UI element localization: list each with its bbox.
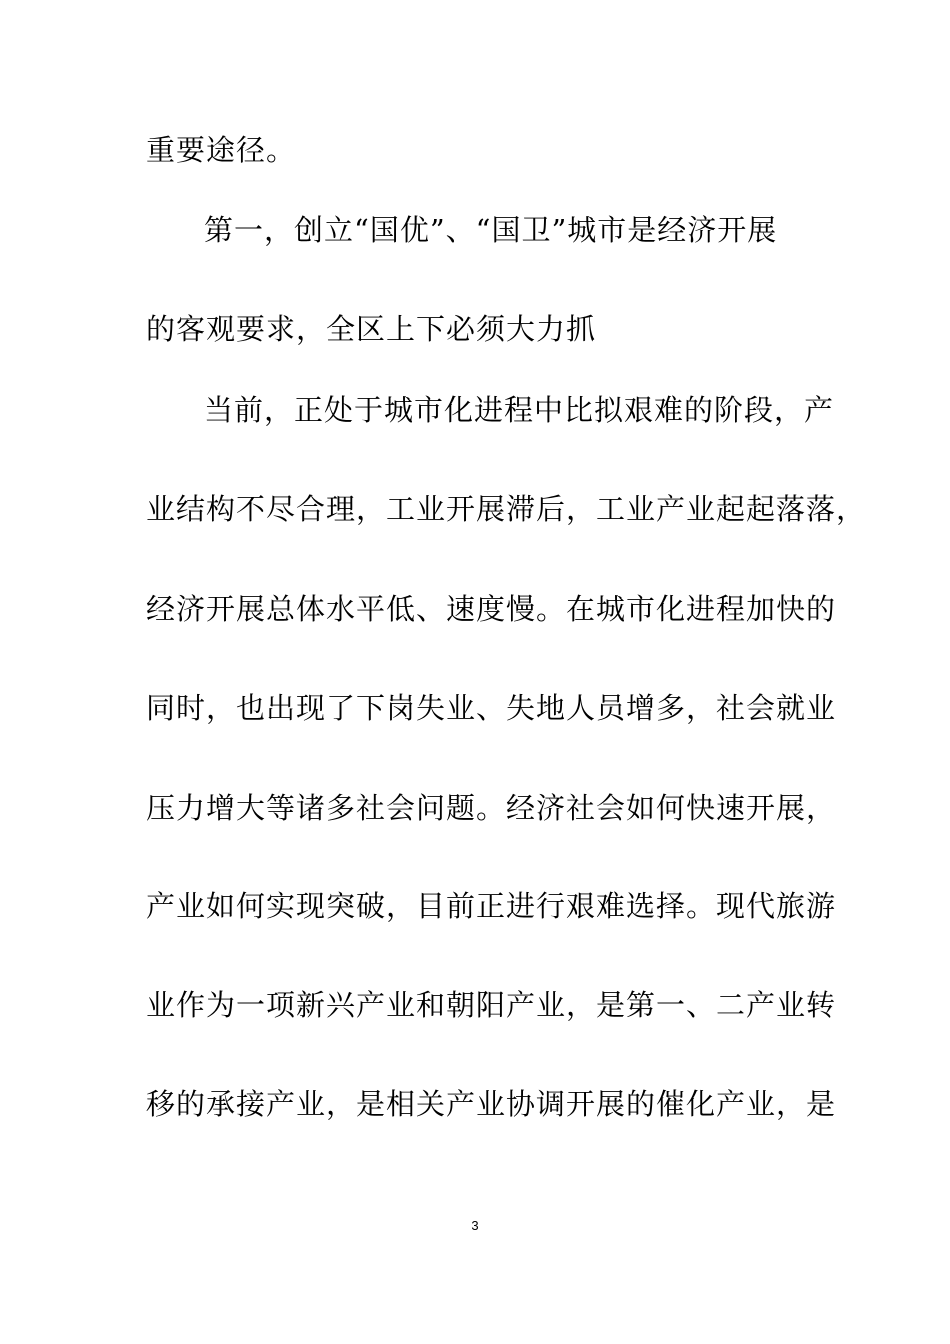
paragraph-line: 业结构不尽合理，工业开展滞后，工业产业起起落落， — [146, 492, 867, 526]
paragraph-line: 产业如何实现突破，目前正进行艰难选择。现代旅游 — [146, 889, 837, 923]
paragraph-line: 同时，也出现了下岗失业、失地人员增多，社会就业 — [146, 691, 837, 725]
page-number: 3 — [471, 1218, 479, 1233]
paragraph-line: 压力增大等诸多社会问题。经济社会如何快速开展， — [146, 791, 837, 825]
paragraph-line: 当前，正处于城市化进程中比拟艰难的阶段，产 — [204, 393, 835, 427]
paragraph-line: 经济开展总体水平低、速度慢。在城市化进程加快的 — [146, 592, 837, 626]
section-heading-line: 第一，创立“国优”、“国卫”城市是经济开展 — [204, 213, 778, 247]
paragraph-line: 业作为一项新兴产业和朝阳产业，是第一、二产业转 — [146, 988, 837, 1022]
section-heading-line: 的客观要求，全区上下必须大力抓 — [146, 312, 597, 346]
text-line: 重要途径。 — [146, 133, 297, 167]
paragraph-line: 移的承接产业，是相关产业协调开展的催化产业，是 — [146, 1087, 837, 1121]
